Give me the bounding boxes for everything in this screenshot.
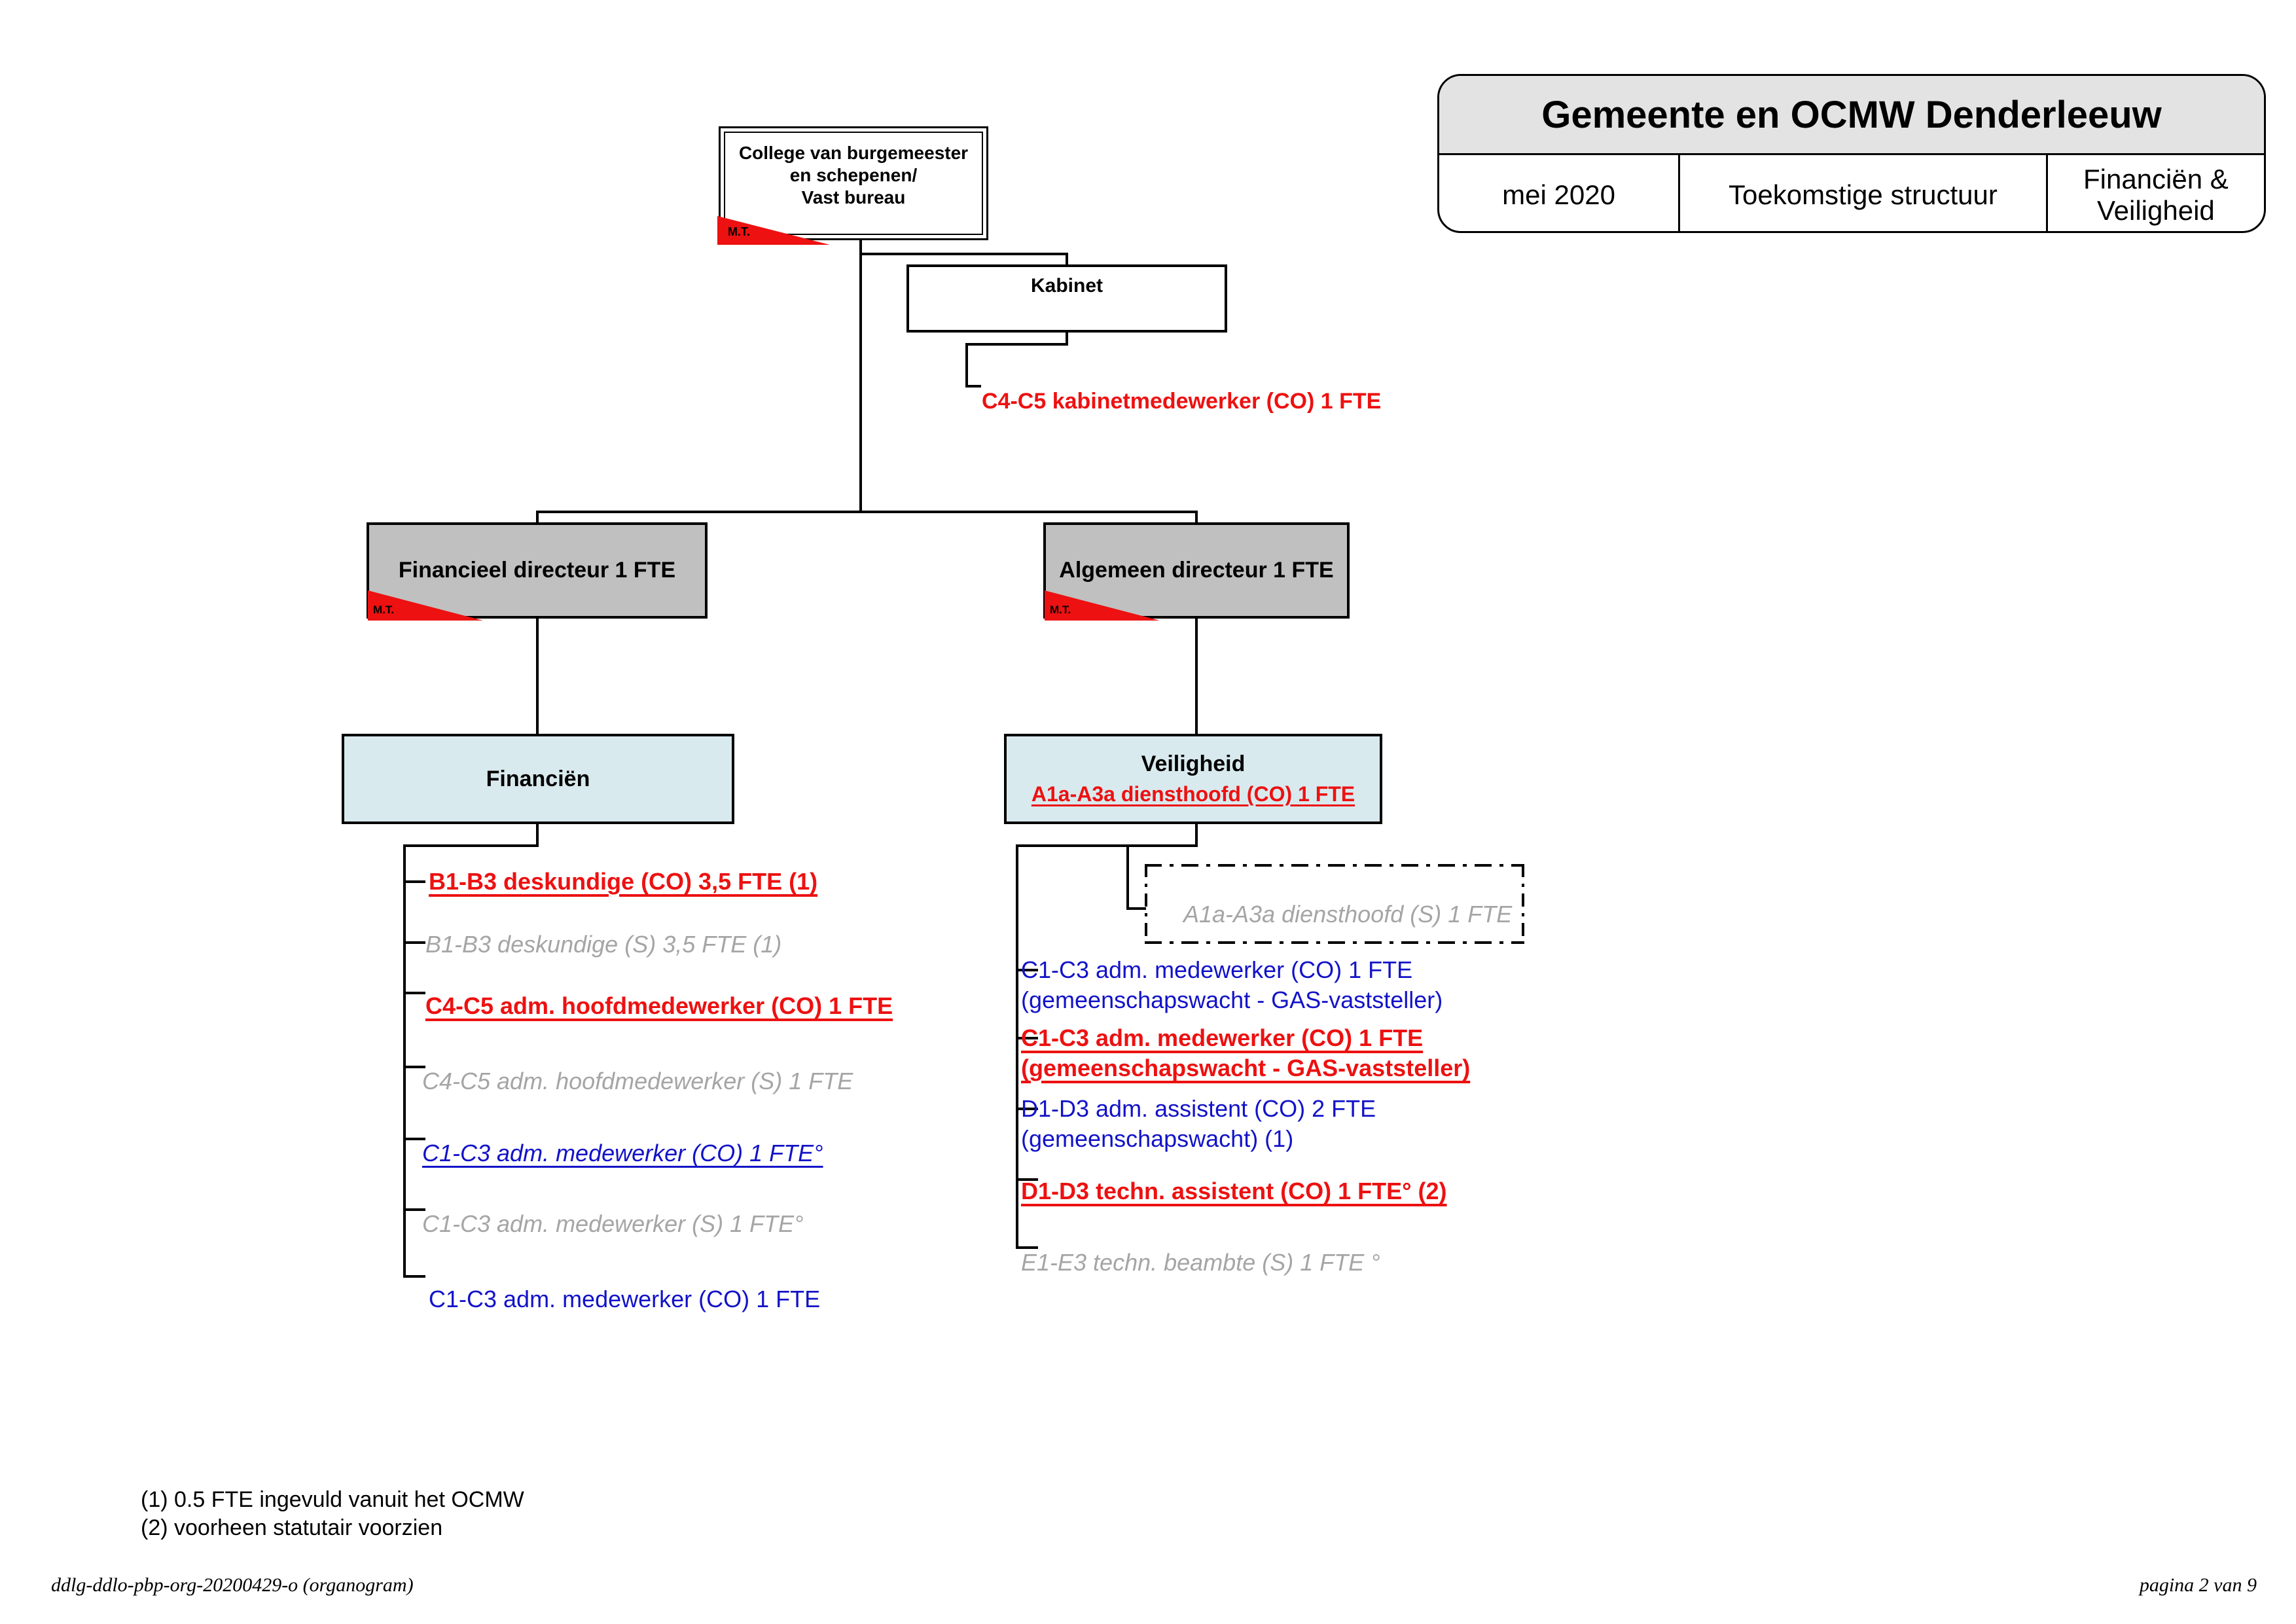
footnote-2: (2) voorheen statutair voorzien — [141, 1515, 443, 1540]
connector-kabinet-drop — [1066, 253, 1068, 266]
financieel-directeur-label: Financieel directeur 1 FTE — [398, 558, 676, 583]
connector-financien-trunk — [403, 844, 406, 1278]
financien-position: C4-C5 adm. hoofdmedewerker (S) 1 FTE — [422, 1068, 853, 1094]
algemeen-directeur-label: Algemeen directeur 1 FTE — [1059, 558, 1334, 583]
kabinet-position: C4-C5 kabinetmedewerker (CO) 1 FTE — [982, 389, 1382, 414]
connector-statutair-elbow — [1126, 907, 1146, 910]
veiligheid-title: Veiligheid — [1141, 751, 1246, 776]
connector-tick — [403, 941, 425, 944]
footnote-1: (1) 0.5 FTE ingevuld vanuit het OCMW — [141, 1487, 524, 1512]
mt-label: M.T. — [1050, 604, 1071, 616]
title-date: mei 2020 — [1439, 155, 1680, 233]
connector-veiligheid-trunk — [1016, 844, 1018, 1249]
position-line1: C1-C3 adm. medewerker (CO) 1 FTE — [1021, 1024, 1424, 1051]
veiligheid-position — [1021, 955, 1443, 1015]
connector-algdir-dept — [1195, 619, 1198, 735]
connector-statutair-drop — [1126, 844, 1129, 909]
financien-box — [342, 734, 734, 824]
position-line1: D1-D3 techn. assistent (CO) 1 FTE° (2) — [1021, 1178, 1447, 1204]
mt-label: M.T. — [373, 604, 395, 616]
kabinet-box — [906, 264, 1227, 333]
financien-position: B1-B3 deskundige (CO) 3,5 FTE (1) — [429, 868, 818, 895]
statutair-box-border — [1145, 864, 1524, 867]
position-line2: (gemeenschapswacht - GAS-vaststeller) — [1021, 1055, 1471, 1081]
connector-tick — [403, 1275, 425, 1278]
veiligheid-position — [1021, 1094, 1376, 1154]
title-structure: Toekomstige structuur — [1680, 155, 2048, 233]
veiligheid-position — [1021, 1023, 1470, 1083]
connector-findir-drop — [536, 511, 539, 524]
position-line1: D1-D3 adm. assistent (CO) 2 FTE — [1021, 1095, 1376, 1122]
title-subrow — [1439, 155, 2264, 233]
connector-kabinet-stem — [965, 343, 968, 388]
connector-financien-elbow — [403, 844, 539, 847]
statutair-box-border — [1145, 864, 1147, 944]
financien-position: C4-C5 adm. hoofdmedewerker (CO) 1 FTE — [425, 992, 893, 1019]
veiligheid-head: A1a-A3a diensthoofd (CO) 1 FTE — [1031, 782, 1355, 806]
connector-tick — [403, 992, 425, 994]
college-line3: Vast bureau — [801, 187, 906, 208]
financien-position: C1-C3 adm. medewerker (CO) 1 FTE° — [422, 1140, 823, 1166]
position-line2: (gemeenschapswacht - GAS-vaststeller) — [1021, 986, 1443, 1013]
financien-position: B1-B3 deskundige (S) 3,5 FTE (1) — [425, 931, 782, 958]
connector-findir-dept — [536, 619, 539, 735]
financien-position: C1-C3 adm. medewerker (CO) 1 FTE — [429, 1286, 821, 1312]
connector-kabinet-elbow — [965, 343, 1068, 346]
financien-position: C1-C3 adm. medewerker (S) 1 FTE° — [422, 1210, 804, 1237]
page-title: Gemeente en OCMW Denderleeuw — [1439, 76, 2264, 155]
position-line1: E1-E3 techn. beambte (S) 1 FTE ° — [1021, 1249, 1380, 1276]
statutair-box-border — [1145, 941, 1524, 944]
connector-kabinet-branch — [859, 253, 1068, 255]
connector-veiligheid-drop — [1195, 824, 1198, 847]
connector-kabinet-tick — [965, 385, 981, 388]
connector-veiligheid-elbow — [1016, 844, 1198, 847]
connector-distribution — [536, 511, 1198, 513]
veiligheid-position — [1021, 1176, 1447, 1206]
veiligheid-box — [1004, 734, 1382, 824]
kabinet-title: Kabinet — [1030, 275, 1103, 297]
title-block — [1437, 74, 2266, 233]
connector-college-trunk — [859, 240, 862, 512]
footer-document-id: ddlg-ddlo-pbp-org-20200429-o (organogram) — [51, 1574, 414, 1596]
connector-algdir-drop — [1195, 511, 1198, 524]
connector-tick — [403, 880, 425, 883]
footer-page-number: pagina 2 van 9 — [2139, 1574, 2257, 1596]
title-department: Financiën & Veiligheid — [2083, 164, 2229, 226]
mt-label: M.T. — [728, 225, 750, 238]
position-line2: (gemeenschapswacht) (1) — [1021, 1125, 1294, 1152]
connector-financien-drop — [536, 824, 539, 847]
financien-title: Financiën — [486, 766, 590, 791]
veiligheid-position — [1021, 1248, 1380, 1278]
college-line1: College van burgemeester — [738, 143, 969, 163]
statutair-box-border — [1522, 864, 1524, 944]
statutair-position: A1a-A3a diensthoofd (S) 1 FTE — [1183, 901, 1513, 928]
position-line1: C1-C3 adm. medewerker (CO) 1 FTE — [1021, 956, 1413, 983]
college-line2: en schepenen/ — [789, 165, 918, 185]
